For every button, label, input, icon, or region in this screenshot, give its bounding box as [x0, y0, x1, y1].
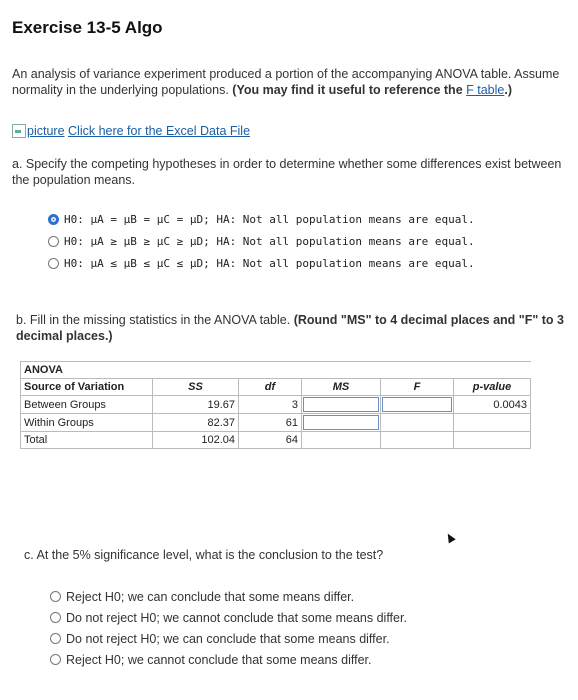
conclusion-text: Do not reject H0; we can conclude that some means differ. — [66, 631, 390, 646]
row-df: 61 — [239, 414, 302, 432]
ms-cell — [302, 414, 381, 432]
radio-icon[interactable] — [50, 633, 61, 644]
header-df: df — [239, 379, 302, 396]
part-c-prompt: c. At the 5% significance level, what is the conclusion to the test? — [24, 548, 384, 562]
conclusion-radio-group — [50, 586, 407, 670]
radio-selected-icon[interactable] — [48, 214, 59, 225]
conclusion-option[interactable] — [50, 607, 407, 628]
f-between-input[interactable] — [382, 397, 452, 412]
header-f: F — [381, 379, 454, 396]
row-ms-empty — [302, 432, 381, 449]
part-b-rounding: (Round "MS" to 4 decimal places and "F" to 3 decimal places.) — [16, 313, 564, 343]
broken-image-icon — [12, 124, 26, 138]
row-source: Within Groups — [21, 414, 153, 432]
anova-caption: ANOVA — [21, 362, 531, 379]
conclusion-text: Do not reject H0; we cannot conclude that some means differ. — [66, 610, 407, 625]
header-source: Source of Variation — [21, 379, 153, 396]
exercise-title: Exercise 13-5 Algo — [12, 18, 163, 37]
radio-icon[interactable] — [50, 612, 61, 623]
row-p-empty — [454, 414, 531, 432]
row-ss: 19.67 — [153, 396, 239, 414]
radio-icon[interactable] — [50, 591, 61, 602]
row-source: Total — [21, 432, 153, 449]
intro-text — [12, 66, 562, 98]
hypotheses-radio-group — [48, 208, 475, 274]
row-ss: 82.37 — [153, 414, 239, 432]
row-df: 64 — [239, 432, 302, 449]
table-row — [21, 414, 531, 432]
part-a-prompt: a. Specify the competing hypotheses in order to determine whether some differences exist between the population means. — [12, 157, 562, 187]
intro-hint-end: .) — [504, 83, 512, 97]
ms-between-input[interactable] — [303, 397, 379, 412]
row-p-value: 0.0043 — [454, 396, 531, 414]
conclusion-option[interactable] — [50, 586, 407, 607]
row-ss: 102.04 — [153, 432, 239, 449]
excel-link-label: Click here for the Excel Data File — [68, 124, 251, 138]
f-cell — [381, 396, 454, 414]
ms-cell — [302, 396, 381, 414]
hypothesis-text: H0: μA = μB = μC = μD; HA: Not all population means are equal. — [64, 212, 475, 226]
radio-icon[interactable] — [48, 236, 59, 247]
ms-within-input[interactable] — [303, 415, 379, 430]
table-row — [21, 396, 531, 414]
conclusion-option[interactable] — [50, 649, 407, 670]
mouse-cursor-icon — [444, 532, 455, 544]
hypothesis-text: H0: μA ≤ μB ≤ μC ≤ μD; HA: Not all population means are equal. — [64, 256, 475, 270]
anova-table — [20, 361, 531, 449]
hypothesis-option[interactable] — [48, 208, 475, 230]
excel-data-link[interactable] — [12, 124, 250, 138]
row-f-empty — [381, 432, 454, 449]
header-p-value: p-value — [454, 379, 531, 396]
conclusion-text: Reject H0; we cannot conclude that some means differ. — [66, 652, 372, 667]
broken-image-alt: picture — [27, 124, 65, 138]
row-source: Between Groups — [21, 396, 153, 414]
conclusion-option[interactable] — [50, 628, 407, 649]
conclusion-text: Reject H0; we can conclude that some means differ. — [66, 589, 355, 604]
radio-icon[interactable] — [48, 258, 59, 269]
part-b-text: b. Fill in the missing statistics in the ANOVA table. — [16, 313, 291, 327]
header-ms: MS — [302, 379, 381, 396]
intro-body: An analysis of variance experiment produced a portion of the accompanying ANOVA table. Assume normality in the underlying populations. — [12, 67, 560, 97]
intro-hint: (You may find it useful to reference the — [232, 83, 463, 97]
hypothesis-option[interactable] — [48, 230, 475, 252]
part-b-prompt — [16, 312, 566, 344]
table-row — [21, 432, 531, 449]
hypothesis-text: H0: μA ≥ μB ≥ μC ≥ μD; HA: Not all population means are equal. — [64, 234, 475, 248]
row-df: 3 — [239, 396, 302, 414]
radio-icon[interactable] — [50, 654, 61, 665]
row-f-empty — [381, 414, 454, 432]
row-p-empty — [454, 432, 531, 449]
f-table-link[interactable]: F table — [466, 83, 505, 97]
hypothesis-option[interactable] — [48, 252, 475, 274]
header-ss: SS — [153, 379, 239, 396]
